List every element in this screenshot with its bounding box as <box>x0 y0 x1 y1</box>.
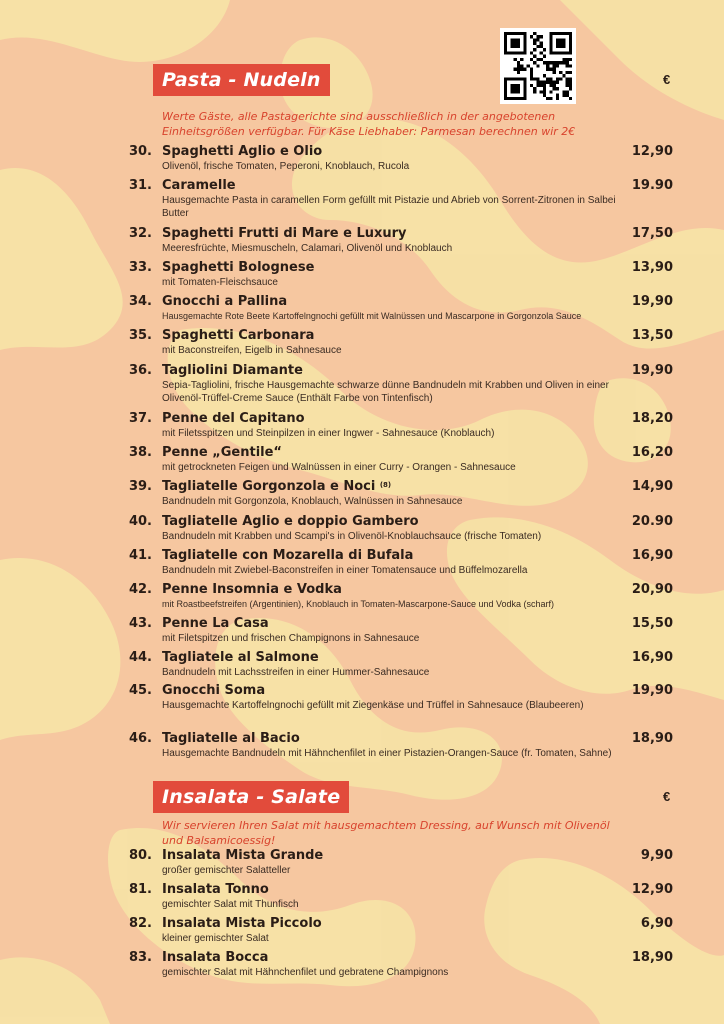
menu-item-description: Bandnudeln mit Gorgonzola, Knoblauch, Walnüssen in Sahnesauce <box>162 496 463 507</box>
menu-item-name-text: Gnocchi Soma <box>162 683 266 698</box>
menu-item-name-text: Tagliatelle Aglio e doppio Gambero <box>162 514 419 529</box>
menu-item-name <box>162 881 269 898</box>
menu-item-description: mit Tomaten-Fleischsauce <box>162 277 278 288</box>
menu-item-description: Sepia-Tagliolini, frische Hausgemachte schwarze dünne Bandnudeln mit Krabben und Oliven in einer Olivenöl-Trüffel-Creme Sauce (Enthält Farbe von Tintenfisch) <box>162 380 609 404</box>
menu-item-description: Hausgemachte Bandnudeln mit Hähnchenfilet in einer Pistazien-Orangen-Sauce (fr. Tomaten, Sahne) <box>162 748 612 759</box>
menu-item-name <box>162 444 282 461</box>
menu-item-description: gemischter Salat mit Thunfisch <box>162 899 299 910</box>
menu-item-price: 12,90 <box>631 882 673 897</box>
menu-item-description: mit Filetspitzen und frischen Champignons in Sahnesauce <box>162 633 420 644</box>
menu-item-number: 38. <box>128 445 152 460</box>
menu-item-name <box>162 615 269 632</box>
menu-item-name-text: Penne del Capitano <box>162 411 305 426</box>
menu-item-description: mit Roastbeefstreifen (Argentinien), Knoblauch in Tomaten-Mascarpone-Sauce und Vodka (scharf) <box>162 599 555 609</box>
menu-item-price: 6,90 <box>640 916 673 931</box>
menu-item-description: Bandnudeln mit Lachsstreifen in einer Hummer-Sahnesauce <box>162 667 430 678</box>
menu-item-description: mit Filetsspitzen und Steinpilzen in einer Ingwer - Sahnesauce (Knoblauch) <box>162 428 495 439</box>
menu-item-price: 16,20 <box>631 445 673 460</box>
pasta-note: Werte Gäste, alle Pastagerichte sind ausschließlich in der angebotenen Einheitsgrößen verfügbar. Für Käse Liebhaber: Parmesan berechnen wir 2€ <box>162 110 576 138</box>
menu-item-price: 14,90 <box>631 479 673 494</box>
menu-item-name <box>162 547 413 564</box>
menu-item-name <box>162 143 322 160</box>
menu-item-name-text: Insalata Mista Grande <box>162 848 324 863</box>
menu-item-name <box>162 581 342 598</box>
menu-item-name <box>162 730 300 747</box>
menu-item-name <box>162 649 319 666</box>
menu-item-price: 19.90 <box>631 178 673 193</box>
menu-item-description: Bandnudeln mit Krabben und Scampi's in Olivenöl-Knoblauchsauce (frische Tomaten) <box>162 531 542 542</box>
menu-item-price: 20,90 <box>631 582 673 597</box>
menu-item-name-text: Spaghetti Frutti di Mare e Luxury <box>162 226 407 241</box>
menu-item-name <box>162 410 305 427</box>
menu-item-name-text: Penne La Casa <box>162 616 269 631</box>
menu-item-name <box>162 915 322 932</box>
menu-item-price: 13,50 <box>631 328 673 343</box>
menu-item-price: 18,90 <box>631 950 673 965</box>
menu-item-name-text: Penne Insomnia e Vodka <box>162 582 342 597</box>
menu-item-name-text: Spaghetti Carbonara <box>162 328 315 343</box>
menu-item-price: 13,90 <box>631 260 673 275</box>
menu-item-name-text: Penne „Gentile“ <box>162 445 282 460</box>
menu-item-price: 18,90 <box>631 731 673 746</box>
allergen-marker: (8) <box>379 481 392 489</box>
menu-item-number: 81. <box>128 882 152 897</box>
menu-item-name <box>162 513 419 530</box>
menu-item-name-text: Insalata Bocca <box>162 950 269 965</box>
menu-item-name <box>162 225 407 242</box>
menu-item-name <box>162 293 287 310</box>
menu-item-number: 33. <box>128 260 152 275</box>
menu-item-name-text: Tagliatele al Salmone <box>162 650 319 665</box>
menu-item-name-text: Insalata Tonno <box>162 882 269 897</box>
menu-item-price: 17,50 <box>631 226 673 241</box>
menu-item-name-text: Spaghetti Aglio e Olio <box>162 144 323 159</box>
menu-item-number: 39. <box>128 479 152 494</box>
menu-item-description: Bandnudeln mit Zwiebel-Baconstreifen in einer Tomatensauce und Büffelmozarella <box>162 565 528 576</box>
menu-item-description: Hausgemachte Kartoffelngnochi gefüllt mit Ziegenkäse und Trüffel in Sahnesauce (Blaubeeren) <box>162 700 584 711</box>
menu-item-number: 40. <box>128 514 152 529</box>
menu-item-name <box>162 478 391 495</box>
menu-item-name-text: Gnocchi a Pallina <box>162 294 288 309</box>
menu-item-number: 30. <box>128 144 152 159</box>
menu-item-number: 45. <box>128 683 152 698</box>
menu-item-description: mit Baconstreifen, Eigelb in Sahnesauce <box>162 345 342 356</box>
menu-item-name <box>162 177 236 194</box>
menu-item-number: 82. <box>128 916 152 931</box>
menu-item-number: 32. <box>128 226 152 241</box>
menu-item-description: gemischter Salat mit Hähnchenfilet und gebratene Champignons <box>162 967 449 978</box>
menu-item-number: 34. <box>128 294 152 309</box>
menu-item-name <box>162 949 268 966</box>
menu-item-description: Meeresfrüchte, Miesmuscheln, Calamari, Olivenöl und Knoblauch <box>162 243 453 254</box>
salad-currency-label: € <box>663 789 671 804</box>
menu-item-name <box>162 259 314 276</box>
menu-item-name-text: Tagliatelle con Mozarella di Bufala <box>162 548 414 563</box>
menu-item-price: 9,90 <box>640 848 673 863</box>
menu-item-number: 46. <box>128 731 152 746</box>
menu-item-name-text: Tagliolini Diamante <box>162 363 303 378</box>
qr-code-icon <box>504 32 572 100</box>
menu-item-description: Olivenöl, frische Tomaten, Peperoni, Knoblauch, Rucola <box>162 161 410 172</box>
menu-item-name <box>162 327 314 344</box>
menu-item-name <box>162 362 303 379</box>
menu-item-price: 19,90 <box>631 294 673 309</box>
menu-item-number: 35. <box>128 328 152 343</box>
menu-item-number: 37. <box>128 411 152 426</box>
menu-item-description: mit getrockneten Feigen und Walnüssen in einer Curry - Orangen - Sahnesauce <box>162 462 516 473</box>
menu-item-number: 83. <box>128 950 152 965</box>
menu-item-name-text: Tagliatelle Gorgonzola e Noci <box>162 479 376 494</box>
menu-item-name <box>162 682 265 699</box>
menu-item-price: 16,90 <box>631 548 673 563</box>
menu-item-number: 44. <box>128 650 152 665</box>
menu-item-name-text: Tagliatelle al Bacio <box>162 731 300 746</box>
salad-section-title: Insalata - Salate <box>153 781 349 813</box>
menu-item-description: Hausgemachte Pasta in caramellen Form gefüllt mit Pistazie und Abrieb von Sorrent-Zitronen in Salbei Butter <box>162 195 616 219</box>
menu-item-price: 12,90 <box>631 144 673 159</box>
menu-item-price: 18,20 <box>631 411 673 426</box>
menu-item-name-text: Insalata Mista Piccolo <box>162 916 322 931</box>
pasta-section-title: Pasta - Nudeln <box>153 64 330 96</box>
salad-note: Wir servieren Ihren Salat mit hausgemachtem Dressing, auf Wunsch mit Olivenöl und Balsamicoessig! <box>162 819 610 847</box>
menu-item-description: Hausgemachte Rote Beete Kartoffelngnochi gefüllt mit Walnüssen und Mascarpone in Gorgonzola Sauce <box>162 311 582 321</box>
menu-item-description: großer gemischter Salatteller <box>162 865 291 876</box>
menu-item-number: 80. <box>128 848 152 863</box>
menu-item-price: 15,50 <box>631 616 673 631</box>
menu-item-number: 41. <box>128 548 152 563</box>
menu-item-price: 20.90 <box>631 514 673 529</box>
menu-item-price: 19,90 <box>631 683 673 698</box>
menu-item-name-text: Spaghetti Bolognese <box>162 260 315 275</box>
menu-item-number: 36. <box>128 363 152 378</box>
menu-item-price: 16,90 <box>631 650 673 665</box>
qr-code[interactable] <box>500 28 576 104</box>
menu-item-price: 19,90 <box>631 363 673 378</box>
menu-item-number: 31. <box>128 178 152 193</box>
menu-item-name <box>162 847 323 864</box>
pasta-currency-label: € <box>663 72 671 87</box>
menu-item-number: 42. <box>128 582 152 597</box>
menu-item-description: kleiner gemischter Salat <box>162 933 269 944</box>
menu-item-name-text: Caramelle <box>162 178 236 193</box>
menu-item-number: 43. <box>128 616 152 631</box>
